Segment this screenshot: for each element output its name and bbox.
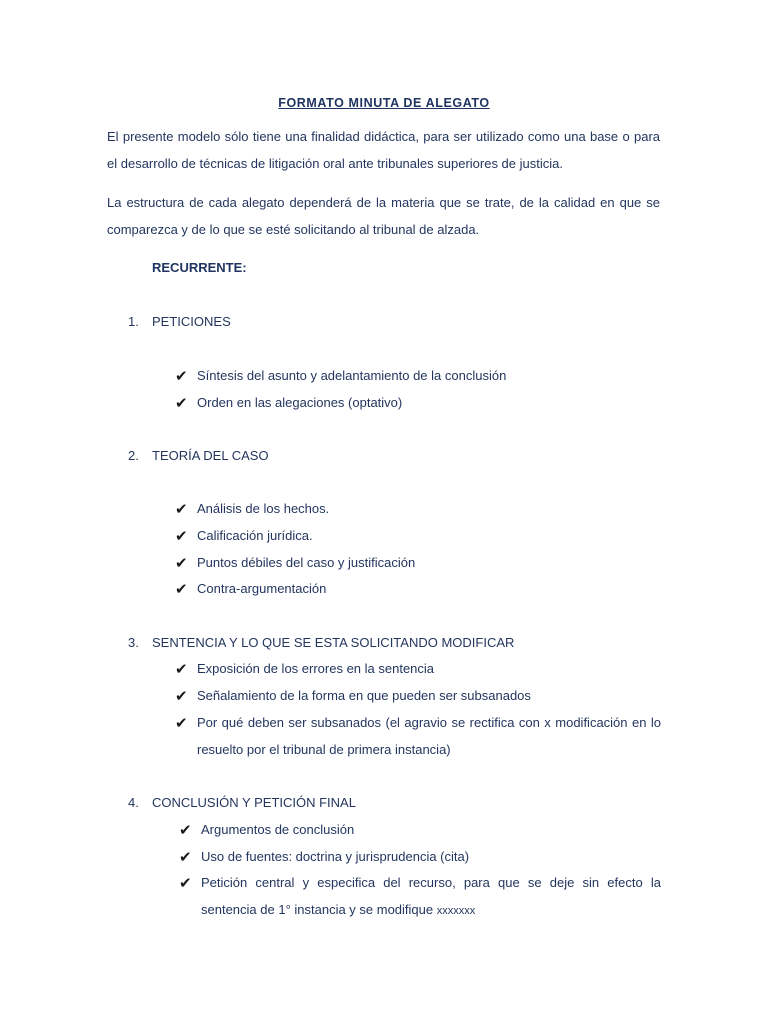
section-number: 3. (128, 635, 139, 650)
list-item-text: Análisis de los hechos. (197, 501, 330, 516)
checkmark-icon: ✔ (175, 394, 188, 412)
section-title: SENTENCIA Y LO QUE SE ESTA SOLICITANDO MODIFICAR (152, 635, 515, 650)
document-title: FORMATO MINUTA DE ALEGATO (278, 96, 490, 110)
checkmark-icon: ✔ (175, 500, 188, 518)
list-item-text: Exposición de los errores en la sentencia (197, 661, 435, 676)
checkmark-icon: ✔ (175, 580, 188, 598)
list-item-text: Síntesis del asunto y adelantamiento de la conclusión (197, 368, 507, 383)
section-title: CONCLUSIÓN Y PETICIÓN FINAL (152, 795, 356, 810)
section-heading-sentencia (128, 635, 514, 650)
checkmark-icon: ✔ (175, 687, 188, 705)
list-item-text: Señalamiento de la forma en que pueden ser subsanados (197, 688, 531, 703)
list-item-main-text: Petición central y especifica del recurso, para que se deje sin efecto la sentencia de 1° instancia y se modifique (201, 875, 661, 917)
list-item-text: Argumentos de conclusión (201, 822, 355, 837)
checkmark-icon: ✔ (175, 554, 188, 572)
section-heading-peticiones (128, 314, 231, 329)
list-item-text: Uso de fuentes: doctrina y jurisprudencia (cita) (201, 849, 470, 864)
section-number: 1. (128, 314, 139, 329)
list-item-text: Contra-argumentación (197, 581, 327, 596)
checkmark-icon: ✔ (175, 367, 188, 385)
list-item-text: Orden en las alegaciones (optativo) (197, 395, 403, 410)
structure-paragraph: La estructura de cada alegato dependerá de la materia que se trate, de la calidad en que se comparezca y de lo que se esté solicitando al tribunal de alzada. (107, 195, 660, 237)
checkmark-icon: ✔ (179, 874, 192, 892)
checkmark-icon: ✔ (179, 848, 192, 866)
recurrente-label: RECURRENTE: (152, 260, 247, 275)
checkmark-icon: ✔ (175, 527, 188, 545)
list-item-text (201, 870, 661, 924)
checkmark-icon: ✔ (175, 660, 188, 678)
list-item-text: Puntos débiles del caso y justificación (197, 555, 416, 570)
intro-paragraph: El presente modelo sólo tiene una finalidad didáctica, para ser utilizado como una base o para el desarrollo de técnicas de litigación oral ante tribunales superiores de justicia. (107, 129, 660, 171)
checkmark-icon: ✔ (179, 821, 192, 839)
section-number: 2. (128, 448, 139, 463)
section-heading-teoria-del-caso (128, 448, 269, 463)
section-title: PETICIONES (152, 314, 231, 329)
list-item-text: Calificación jurídica. (197, 528, 313, 543)
section-number: 4. (128, 795, 139, 810)
section-title: TEORÍA DEL CASO (152, 448, 269, 463)
placeholder-text: xxxxxxx (436, 904, 476, 917)
checkmark-icon: ✔ (175, 714, 188, 732)
list-item-text: Por qué deben ser subsanados (el agravio se rectifica con x modificación en lo resuelto por el tribunal de primera instancia) (197, 715, 661, 757)
section-heading-conclusion (128, 795, 356, 810)
